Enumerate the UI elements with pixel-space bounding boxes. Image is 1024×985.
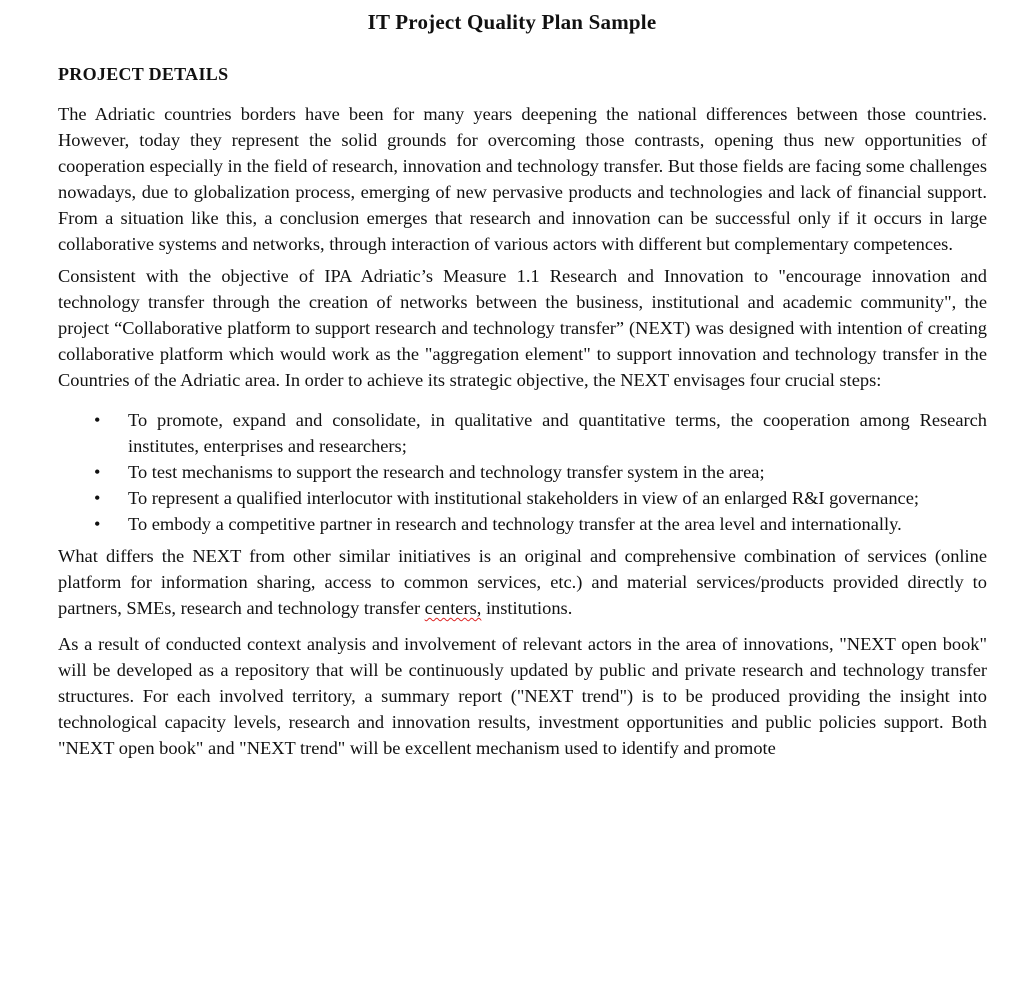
paragraph-results: As a result of conducted context analysis and involvement of relevant actors in the area of innovations, "NEXT open book" will be developed as a repository that will be continuously updated by public and private research and technology transfer structures. For each involved territory, a summary report ("NEXT trend") is to be produced providing the insight into technological capacity levels, research and innovation results, investment opportunities and public policies support. Both "NEXT open book" and "NEXT trend" will be excellent mechanism used to identify and promote [58,634,987,758]
list-item-text: To embody a competitive partner in research and technology transfer at the area level and internationally. [128,514,902,534]
list-item-text: To represent a qualified interlocutor with institutional stakeholders in view of an enlarged R&I governance; [128,488,919,508]
list-item-text: To test mechanisms to support the research and technology transfer system in the area; [128,462,765,482]
bullet-icon: • [94,462,101,482]
paragraph-objective: Consistent with the objective of IPA Adriatic’s Measure 1.1 Research and Innovation to "encourage innovation and technology transfer through the creation of networks between the business, institutional and academic community", the project “Collaborative platform to support research and technology transfer” (NEXT) was designed with intention of creating collaborative platform which would work as the "aggregation element" to support innovation and technology transfer in the Countries of the Adriatic area. In order to achieve its strategic objective, the NEXT envisages four crucial steps: [58,266,987,390]
bullet-icon: • [94,488,101,508]
bullet-icon: • [94,514,101,534]
document-title: IT Project Quality Plan Sample [367,10,657,34]
paragraph-differences [58,543,987,621]
list-item [58,485,987,511]
list-item-text: To promote, expand and consolidate, in qualitative and quantitative terms, the cooperation among Research institutes, enterprises and researchers; [128,410,987,456]
spellcheck-flagged-word[interactable]: centers, [424,598,482,618]
paragraph-intro: The Adriatic countries borders have been for many years deepening the national differences between those countries. However, today they represent the solid grounds for overcoming those contrasts, opening thus new opportunities of cooperation especially in the field of research, innovation and technology transfer. But those fields are facing some challenges nowadays, due to globalization process, emerging of new pervasive products and technologies and lack of financial support. From a situation like this, a conclusion emerges that research and innovation can be successful only if it occurs in large collaborative systems and networks, through interaction of various actors with different but complementary competences. [58,104,987,254]
list-item [58,459,987,485]
steps-list [58,407,987,537]
document-body [58,101,987,761]
paragraph-differences-text: What differs the NEXT from other similar initiatives is an original and comprehensive combination of services (online platform for information sharing, access to common services, etc.) and material services/products provided directly to partners, SMEs, research and technology transfer [58,546,987,618]
list-item [58,407,987,459]
paragraph-differences-end: institutions. [481,598,573,618]
bullet-icon: • [94,410,101,430]
list-item [58,511,987,537]
section-heading: PROJECT DETAILS [58,64,229,84]
